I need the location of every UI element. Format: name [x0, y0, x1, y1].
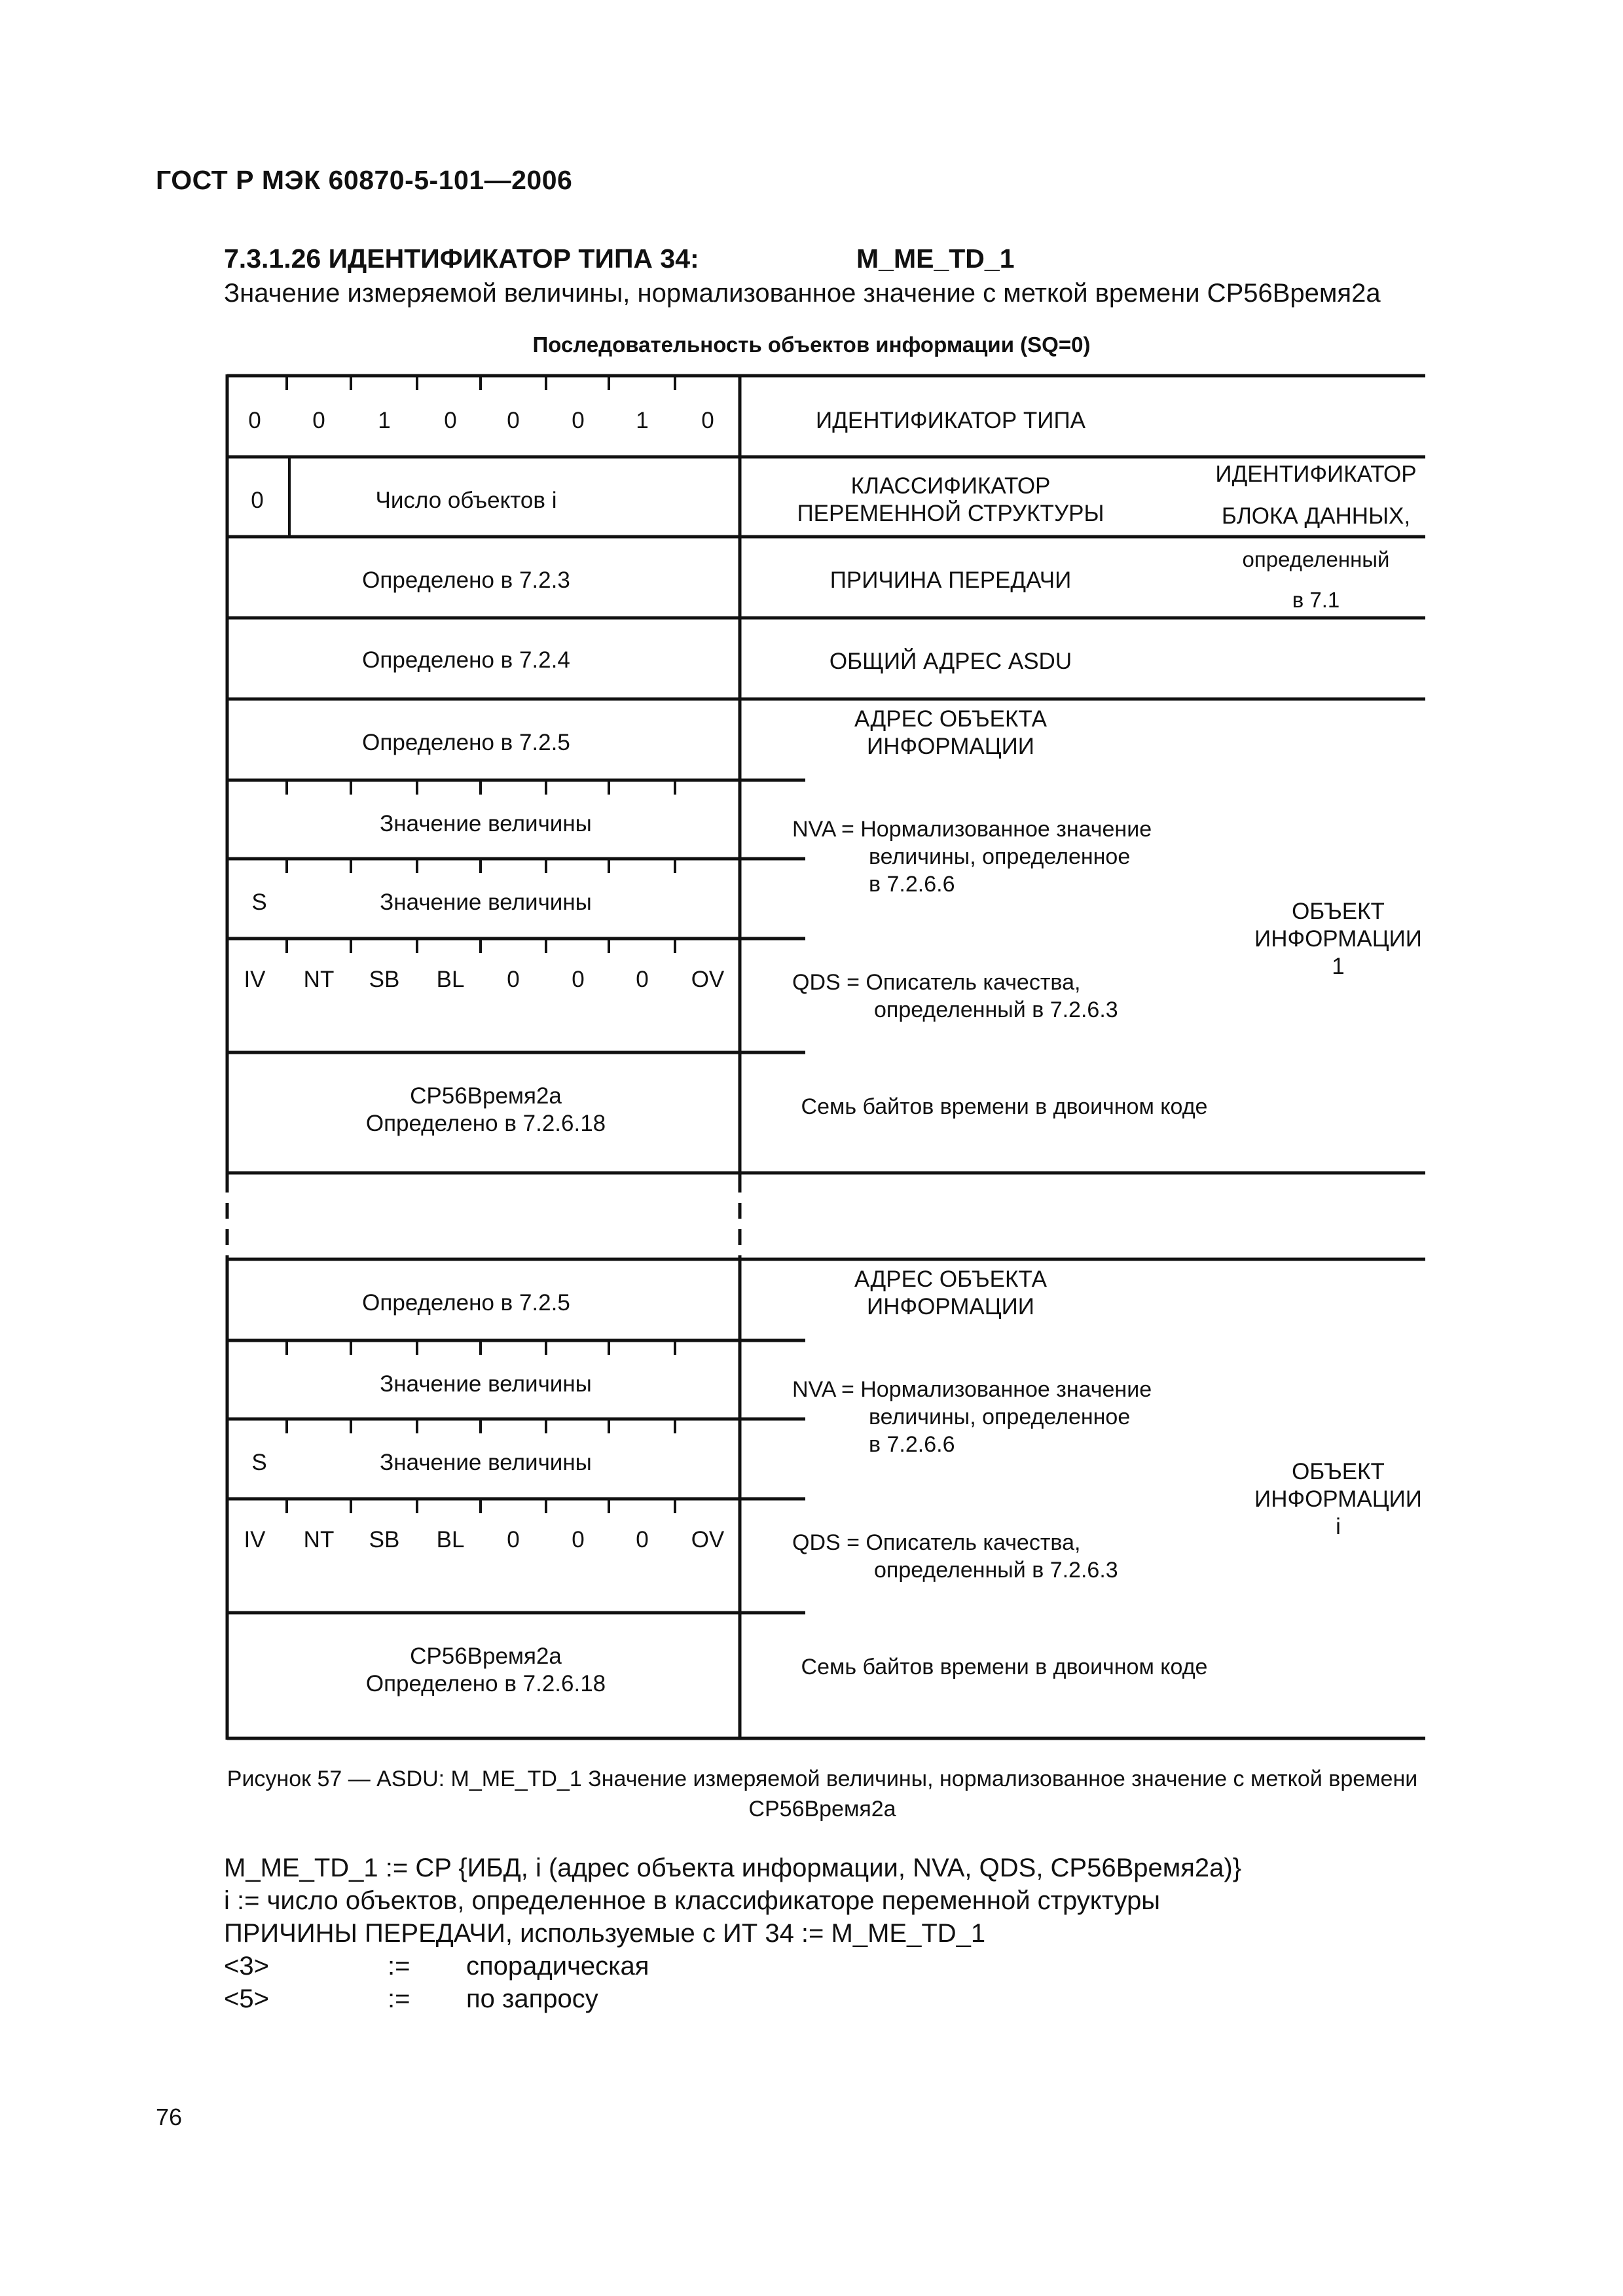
time-label: Семь байтов времени в двоичном коде — [801, 1094, 1208, 1119]
object-label: ИНФОРМАЦИИ — [1254, 1486, 1422, 1512]
ioa-label: АДРЕС ОБЪЕКТА — [854, 706, 1047, 732]
time-text: CP56Время2a — [410, 1643, 562, 1669]
value-text: Значение величины — [380, 889, 592, 915]
qds-bit: OV — [691, 967, 725, 992]
definition-line-1: M_ME_TD_1 := CP {ИБД, i (адрес объекта информации, NVA, QDS, CP56Время2a)} — [224, 1854, 1242, 1882]
data-unit-id-label: ИДЕНТИФИКАТОР — [1215, 461, 1417, 487]
type-id-bit: 1 — [636, 408, 649, 433]
type-id-bit: 0 — [312, 408, 325, 433]
value-text: Значение величины — [380, 1371, 592, 1397]
cause-code: <5> — [224, 1984, 269, 2013]
value-text: Значение величины — [380, 811, 592, 836]
qds-label: QDS = Описатель качества, — [792, 970, 1081, 995]
vsq-label: ПЕРЕМЕННОЙ СТРУКТУРЫ — [797, 501, 1104, 526]
object-label: ОБЪЕКТ — [1292, 899, 1385, 924]
type-code: M_ME_TD_1 — [856, 243, 1015, 274]
qds-bit: 0 — [507, 1527, 520, 1552]
qds-bit: BL — [436, 967, 465, 992]
type-id-bit: 0 — [507, 408, 520, 433]
object-label: ИНФОРМАЦИИ — [1254, 926, 1422, 952]
section-title: 7.3.1.26 ИДЕНТИФИКАТОР ТИПА 34: — [224, 243, 699, 274]
qds-bit: BL — [436, 1527, 465, 1552]
type-id-bit: 0 — [248, 408, 261, 433]
type-id-bit: 1 — [378, 408, 391, 433]
qds-bit: 0 — [572, 967, 585, 992]
time-label: Семь байтов времени в двоичном коде — [801, 1655, 1208, 1679]
qds-bit: IV — [244, 967, 266, 992]
time-text: Определено в 7.2.6.18 — [365, 1111, 606, 1136]
ioa-label: ИНФОРМАЦИИ — [867, 1294, 1034, 1319]
qds-bit: 0 — [636, 1527, 649, 1552]
qds-bit: 0 — [507, 967, 520, 992]
vsq-label: КЛАССИФИКАТОР — [850, 473, 1051, 499]
section-subtitle: Значение измеряемой величины, нормализованное значение с меткой времени CP56Время2a — [224, 279, 1381, 308]
definition-line-3: ПРИЧИНЫ ПЕРЕДАЧИ, используемые с ИТ 34 := M_ME_TD_1 — [224, 1919, 986, 1948]
nva-label: величины, определенное — [869, 1405, 1131, 1429]
nva-label: в 7.2.6.6 — [869, 872, 955, 897]
vsq-number-text: Число объектов i — [375, 488, 557, 513]
nva-label: NVA = Нормализованное значение — [792, 817, 1152, 842]
type-id-label: ИДЕНТИФИКАТОР ТИПА — [816, 408, 1085, 433]
common-address-text: Определено в 7.2.4 — [362, 647, 570, 673]
qds-bit: SB — [369, 1527, 400, 1552]
definition-line-2: i := число объектов, определенное в классификаторе переменной структуры — [224, 1886, 1161, 1915]
data-unit-id-label: в 7.1 — [1292, 588, 1340, 612]
value-text: Значение величины — [380, 1450, 592, 1475]
page-number: 76 — [156, 2104, 183, 2130]
vsq-sq-bit: 0 — [251, 488, 264, 513]
figure-caption: Рисунок 57 — ASDU: M_ME_TD_1 Значение измеряемой величины, нормализованное значение с меткой времени CP56Время2a — [227, 1767, 1418, 1821]
ioa-text: Определено в 7.2.5 — [362, 1290, 570, 1316]
type-id-bit: 0 — [701, 408, 714, 433]
qds-bit: NT — [303, 967, 335, 992]
cot-text: Определено в 7.2.3 — [362, 567, 570, 593]
type-id-bit: 0 — [572, 408, 585, 433]
qds-bit: IV — [244, 1527, 266, 1552]
cause-text: по запросу — [466, 1984, 598, 2013]
cause-text: спорадическая — [466, 1952, 649, 1981]
nva-label: в 7.2.6.6 — [869, 1432, 955, 1457]
qds-label: определенный в 7.2.6.3 — [874, 1558, 1118, 1583]
cause-operator: := — [388, 1952, 410, 1981]
qds-bit: SB — [369, 967, 400, 992]
qds-bit: OV — [691, 1527, 725, 1552]
ioa-text: Определено в 7.2.5 — [362, 730, 570, 755]
document-header: ГОСТ Р МЭК 60870-5-101—2006 — [156, 165, 573, 195]
qds-bit: 0 — [636, 967, 649, 992]
ioa-label: ИНФОРМАЦИИ — [867, 734, 1034, 759]
time-text: Определено в 7.2.6.18 — [365, 1671, 606, 1696]
type-id-bit: 0 — [444, 408, 457, 433]
ioa-label: АДРЕС ОБЪЕКТА — [854, 1266, 1047, 1292]
qds-label: QDS = Описатель качества, — [792, 1530, 1081, 1555]
sequence-title: Последовательность объектов информации (SQ=0) — [532, 332, 1091, 357]
time-text: CP56Время2a — [410, 1083, 562, 1109]
object-label: i — [1336, 1514, 1341, 1539]
qds-bit: 0 — [572, 1527, 585, 1552]
nva-label: NVA = Нормализованное значение — [792, 1377, 1152, 1402]
common-address-label: ОБЩИЙ АДРЕС ASDU — [829, 649, 1072, 674]
qds-bit: NT — [303, 1527, 335, 1552]
object-label: 1 — [1332, 954, 1345, 979]
cause-operator: := — [388, 1984, 410, 2013]
sign-bit: S — [251, 889, 267, 915]
data-unit-id-label: определенный — [1242, 547, 1390, 571]
nva-label: величины, определенное — [869, 844, 1131, 869]
qds-label: определенный в 7.2.6.3 — [874, 997, 1118, 1022]
cause-code: <3> — [224, 1952, 269, 1981]
cot-label: ПРИЧИНА ПЕРЕДАЧИ — [830, 567, 1072, 593]
object-label: ОБЪЕКТ — [1292, 1459, 1385, 1484]
sign-bit: S — [251, 1450, 267, 1475]
data-unit-id-label: БЛОКА ДАННЫХ, — [1221, 503, 1411, 529]
